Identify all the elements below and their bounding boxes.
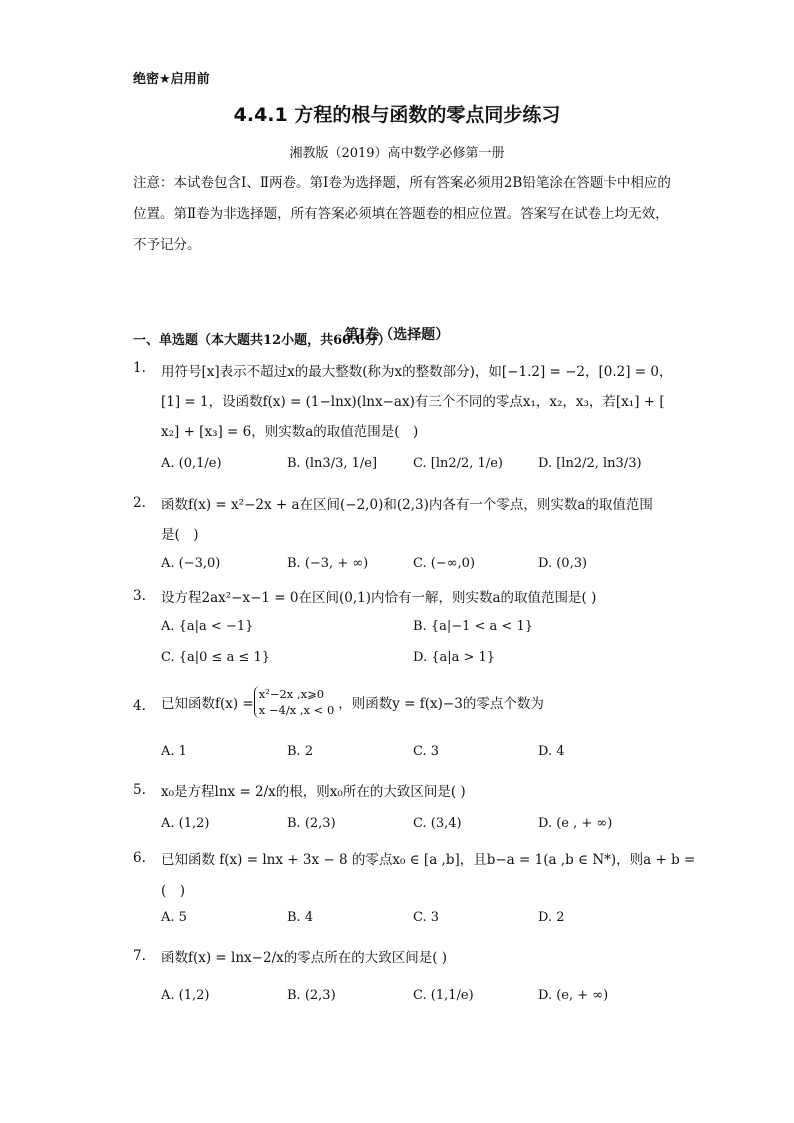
option-b[interactable]: B. (ln3/3, 1/e]	[287, 456, 378, 471]
option-c[interactable]: C. 3	[413, 744, 440, 759]
page-subtitle: 湘教版（2019）高中数学必修第一册	[289, 146, 505, 161]
case-1: x²−2x ,x⩾0	[258, 687, 325, 701]
piecewise-function	[254, 686, 335, 718]
part-title: 第Ⅰ卷（选择题）	[344, 327, 450, 343]
question-text-line: 用符号[x]表示不超过x的最大整数(称为x的整数部分)，如[−1.2] = −2，[0.2] = 0，	[161, 364, 673, 380]
option-b[interactable]: B. 2	[287, 744, 314, 759]
option-a[interactable]: A. 1	[161, 744, 187, 759]
question-number: 7.	[133, 948, 146, 964]
section-title: 一、单选题（本大题共12小题，共60.0分）	[133, 333, 391, 348]
confidential-label: 绝密★启用前	[133, 72, 210, 87]
option-c[interactable]: C. [ln2/2, 1/e)	[413, 456, 503, 471]
option-d[interactable]: D. [ln2/2, ln3/3)	[538, 456, 642, 471]
case-2: x −4/x ,x < 0	[258, 703, 335, 717]
option-c[interactable]: C. {a|0 ≤ a ≤ 1}	[161, 650, 271, 665]
question-number: 3.	[133, 588, 146, 604]
option-c[interactable]: C. (1,1/e)	[413, 988, 474, 1003]
question-text-line: 是( )	[161, 527, 199, 543]
option-d[interactable]: D. 2	[538, 910, 565, 925]
option-d[interactable]: D. {a|a > 1}	[413, 650, 496, 665]
option-d[interactable]: D. 4	[538, 744, 565, 759]
option-c[interactable]: C. (−∞,0)	[413, 556, 476, 571]
question-text-line	[161, 686, 544, 718]
question-number: 2.	[133, 495, 146, 511]
option-a[interactable]: A. 5	[161, 910, 187, 925]
question-number: 1.	[133, 360, 146, 376]
option-b[interactable]: B. {a|−1 < a < 1}	[413, 619, 533, 634]
question-text-line: ( )	[161, 883, 186, 899]
option-b[interactable]: B. (2,3)	[287, 988, 336, 1003]
question-text-line: 设方程2ax²−x−1 = 0在区间(0,1)内恰有一解，则实数a的取值范围是( )	[161, 590, 597, 606]
option-b[interactable]: B. (2,3)	[287, 816, 336, 831]
option-b[interactable]: B. (−3, + ∞)	[287, 556, 369, 571]
option-c[interactable]: C. (3,4)	[413, 816, 462, 831]
option-d[interactable]: D. (e , + ∞)	[538, 816, 613, 831]
option-a[interactable]: A. (0,1/e)	[161, 456, 222, 471]
page-title: 4.4.1 方程的根与函数的零点同步练习	[233, 104, 561, 126]
question-number: 5.	[133, 782, 146, 798]
question-text-line: x₀是方程lnx = 2/x的根，则x₀所在的大致区间是( )	[161, 784, 466, 800]
option-a[interactable]: A. (−3,0)	[161, 556, 221, 571]
question-suffix: ，则函数y = f(x)−3的零点个数为	[338, 696, 544, 712]
option-b[interactable]: B. 4	[287, 910, 314, 925]
option-c[interactable]: C. 3	[413, 910, 440, 925]
question-text-line: 已知函数 f(x) = lnx + 3x − 8 的零点x₀ ∈ [a ,b]，且b−a = 1(a ,b ∈ N*)，则a + b =	[161, 852, 696, 868]
option-a[interactable]: A. {a|a < −1}	[161, 619, 254, 634]
option-d[interactable]: D. (0,3)	[538, 556, 588, 571]
question-text-line: [1] = 1，设函数f(x) = (1−lnx)(lnx−ax)有三个不同的零点x₁，x₂，x₃，若[x₁] + [	[161, 394, 665, 410]
question-number: 4.	[133, 698, 146, 714]
option-a[interactable]: A. (1,2)	[161, 816, 210, 831]
option-d[interactable]: D. (e, + ∞)	[538, 988, 609, 1003]
question-text-line: x₂] + [x₃] = 6，则实数a的取值范围是( )	[161, 424, 419, 440]
question-number: 6.	[133, 850, 146, 866]
question-text-line: 函数f(x) = lnx−2/x的零点所在的大致区间是( )	[161, 950, 448, 966]
option-a[interactable]: A. (1,2)	[161, 988, 210, 1003]
exam-notice: 注意：本试卷包含Ⅰ、Ⅱ两卷。第Ⅰ卷为选择题，所有答案必须用2B铅笔涂在答题卡中相应的位置。第Ⅱ卷为非选择题，所有答案必须填在答题卷的相应位置。答案写在试卷上均无效，不予记分。	[133, 175, 671, 253]
question-prefix: 已知函数f(x) =	[161, 696, 254, 712]
question-text-line: 函数f(x) = x²−2x + a在区间(−2,0)和(2,3)内各有一个零点，则实数a的取值范围	[161, 497, 653, 513]
